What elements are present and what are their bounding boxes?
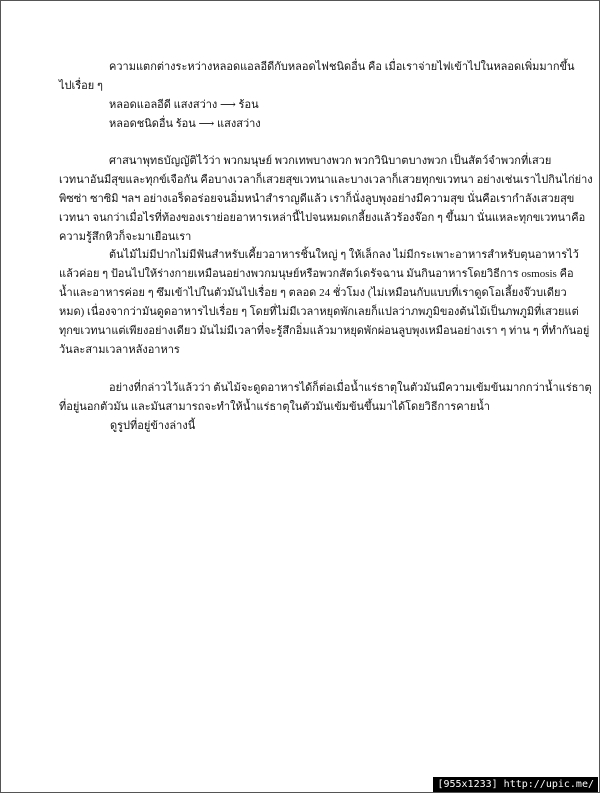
text-line: พิซซ่า ซาซิมิ ฯลฯ อย่างเอร็ดอร่อยจนอิ่มหนำสำราญดีแล้ว เราก็นั่งลูบพุงอย่างมีความสุข นั่นคือเรากำลังเสวยสุข [59, 193, 575, 205]
text-line: ความแตกต่างระหว่างหลอดแอลอีดีกับหลอดไฟชนิดอื่น คือ เมื่อเราจ่ายไฟเข้าไปในหลอดเพิ่มมากขึ้น [109, 61, 575, 73]
text-line: ดูรูปที่อยู่ข้างล่างนี้ [110, 420, 196, 432]
text-line: หมด) เนื่องจากว่ามันดูดอาหารไปเรื่อย ๆ โดยที่ไม่มีเวลาหยุดพักเลยก็แปลว่าภพภูมิของต้นไม้เป็นภพภูมิที่เสวยแต่ [59, 306, 579, 318]
upload-watermark: [955x1233] http://upic.me/ [433, 777, 598, 792]
text-line: เวทนา จนกว่าเมื่อไรที่ท้องของเราย่อยอาหารเหล่านี้ไปจนหมดเกลี้ยงแล้วร้องจ๊อก ๆ ขึ้นมา นั่นแหละทุกขเวทนาคือ [59, 212, 586, 224]
paragraph-led-comparison [59, 58, 575, 134]
text-line: วันละสามเวลาหลังอาหาร [59, 344, 180, 356]
text-line: ไปเรื่อย ๆ [59, 80, 103, 92]
paragraph-transpiration [59, 379, 592, 436]
text-line: ที่อยู่นอกตัวมัน และมันสามารถจะทำให้น้ำแร่ธาตุในตัวมันเข้มข้นขึ้นมาได้โดยวิธีการคายน้ำ [59, 401, 490, 413]
text-line: น้ำและอาหารค่อย ๆ ซึมเข้าไปในตัวมันไปเรื่อย ๆ ตลอด 24 ชั่วโมง (ไม่เหมือนกับแบบที่เราดูดโอเลี้ยงจ๊วบเดียว [59, 287, 567, 299]
text-line: หลอดแอลอีดี แสงสว่าง ⟶ ร้อน [109, 99, 259, 111]
text-line: หลอดชนิดอื่น ร้อน ⟶ แสงสว่าง [109, 118, 261, 130]
text-line: แล้วค่อย ๆ ป้อนไปให้ร่างกายเหมือนอย่างพวกมนุษย์หรือพวกสัตว์เดรัจฉาน มันกินอาหารโดยวิธีการ osmosis คือ [59, 268, 574, 280]
text-line: ความรู้สึกหิวก็จะมาเยือนเรา [59, 231, 192, 243]
text-line: ต้นไม้ไม่มีปากไม่มีฟันสำหรับเคี้ยวอาหารชิ้นใหญ่ ๆ ให้เล็กลง ไม่มีกระเพาะอาหารสำหรับตุนอาหารไว้ [109, 249, 579, 261]
paragraph-tree-osmosis [59, 246, 590, 360]
text-line: ศาสนาพุทธบัญญัติไว้ว่า พวกมนุษย์ พวกเทพบางพวก พวกวินิบาตบางพวก เป็นสัตว์จำพวกที่เสวย [109, 155, 552, 167]
text-line: อย่างที่กล่าวไว้แล้วว่า ต้นไม้จะดูดอาหารได้ก็ต่อเมื่อน้ำแร่ธาตุในตัวมันมีความเข้มข้นมากกว่าน้ำแร่ธาตุ [109, 382, 592, 394]
text-line: ทุกขเวทนาแต่เพียงอย่างเดียว มันไม่มีเวลาที่จะรู้สึกอิ่มแล้วมาหยุดพักผ่อนลูบพุงเหมือนอย่างเรา ๆ ท่าน ๆ ที่ทำกันอยู่ [59, 325, 590, 337]
paragraph-buddhist-vedana [59, 152, 593, 247]
text-line: เวทนาอันมีสุขและทุกข์เจือกัน คือบางเวลาก็เสวยสุขเวทนาและบางเวลาก็เสวยทุกขเวทนา อย่างเช่นเราไปกินไก่ย่าง [59, 174, 593, 186]
